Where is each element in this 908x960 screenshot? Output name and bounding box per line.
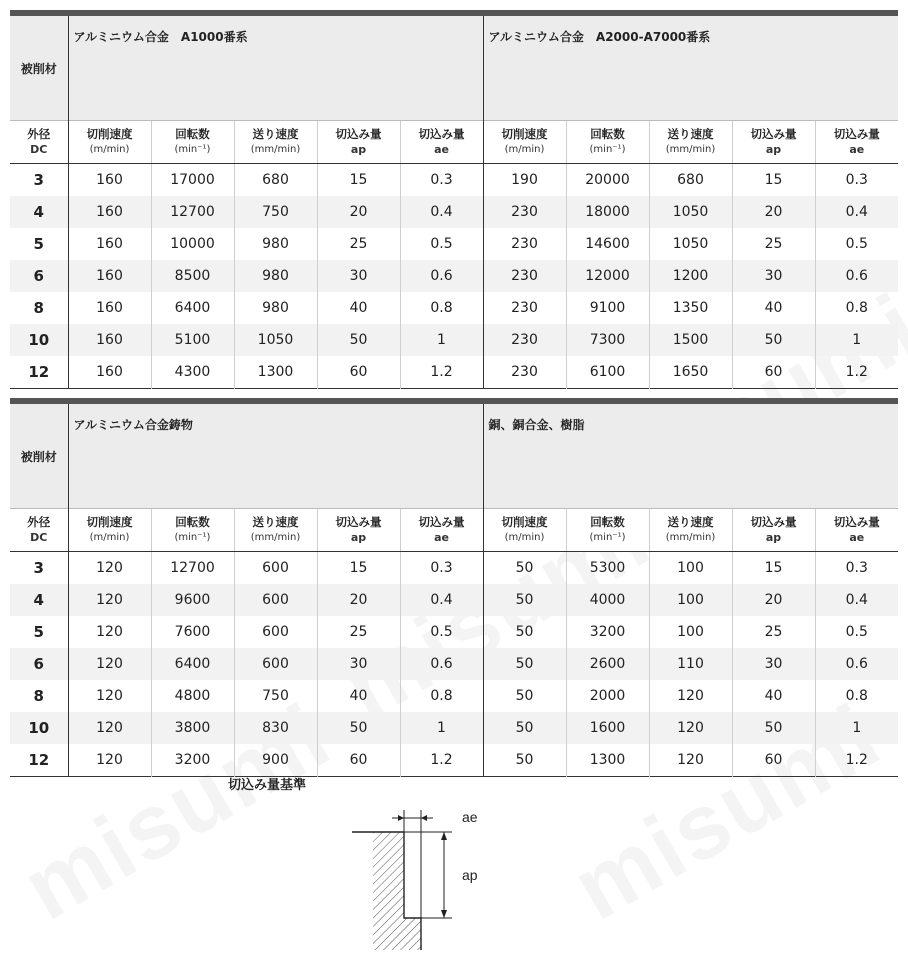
value-cell: 600 [234,552,317,585]
value-cell: 60 [732,356,815,389]
table-row [10,164,898,197]
value-cell: 1.2 [400,744,483,777]
value-cell: 160 [68,292,151,324]
value-cell: 100 [649,552,732,585]
material-label: 被削材 [10,401,68,509]
dc-cell: 4 [10,196,68,228]
value-cell: 14600 [566,228,649,260]
value-cell: 40 [732,292,815,324]
value-cell: 60 [317,356,400,389]
table-row [10,616,898,648]
value-cell: 50 [317,712,400,744]
table-body [10,164,898,389]
value-cell: 680 [234,164,317,197]
table-row [10,744,898,777]
header-cutting-speed: 切削速度 (m/min) [68,509,151,552]
value-cell: 0.5 [815,228,898,260]
value-cell: 20 [317,196,400,228]
value-cell: 110 [649,648,732,680]
depth-of-cut-diagram [340,798,500,958]
dc-cell: 12 [10,356,68,389]
header-depth-ae: 切込み量 ae [400,121,483,164]
header-depth-ap: 切込み量 ap [317,121,400,164]
value-cell: 1.2 [815,744,898,777]
value-cell: 100 [649,616,732,648]
value-cell: 50 [483,744,566,777]
value-cell: 50 [732,712,815,744]
value-cell: 20 [732,584,815,616]
table-row [10,196,898,228]
value-cell: 2000 [566,680,649,712]
value-cell: 12700 [151,552,234,585]
cutting-conditions-table-2 [10,398,898,777]
value-cell: 17000 [151,164,234,197]
value-cell: 50 [483,712,566,744]
header-rpm: 回転数 (min⁻¹) [151,121,234,164]
dc-cell: 10 [10,324,68,356]
value-cell: 3200 [566,616,649,648]
value-cell: 1.2 [815,356,898,389]
value-cell: 0.5 [815,616,898,648]
value-cell: 230 [483,260,566,292]
value-cell: 1 [815,324,898,356]
header-depth-ae: 切込み量 ae [815,121,898,164]
value-cell: 9600 [151,584,234,616]
value-cell: 980 [234,292,317,324]
value-cell: 0.4 [400,196,483,228]
dc-cell: 8 [10,680,68,712]
value-cell: 230 [483,228,566,260]
value-cell: 600 [234,584,317,616]
value-cell: 5300 [566,552,649,585]
value-cell: 900 [234,744,317,777]
value-cell: 1050 [649,196,732,228]
value-cell: 1 [400,712,483,744]
header-dc: 外径 DC [10,509,68,552]
dc-cell: 3 [10,164,68,197]
value-cell: 50 [732,324,815,356]
value-cell: 1.2 [400,356,483,389]
value-cell: 120 [68,712,151,744]
value-cell: 25 [732,228,815,260]
value-cell: 12700 [151,196,234,228]
value-cell: 0.8 [815,680,898,712]
value-cell: 50 [317,324,400,356]
value-cell: 6400 [151,292,234,324]
value-cell: 0.3 [400,164,483,197]
value-cell: 12000 [566,260,649,292]
value-cell: 0.5 [400,616,483,648]
value-cell: 30 [732,260,815,292]
material-name-right: 銅、銅合金、樹脂 [483,401,898,509]
value-cell: 7300 [566,324,649,356]
value-cell: 160 [68,260,151,292]
header-feed-rate: 送り速度 (mm/min) [234,121,317,164]
material-name-right: アルミニウム合金 A2000-A7000番系 [483,13,898,121]
ap-label: ap [462,867,478,883]
value-cell: 2600 [566,648,649,680]
value-cell: 25 [317,616,400,648]
value-cell: 30 [317,648,400,680]
value-cell: 20 [317,584,400,616]
value-cell: 750 [234,196,317,228]
value-cell: 600 [234,648,317,680]
value-cell: 15 [732,164,815,197]
value-cell: 120 [68,680,151,712]
dc-cell: 5 [10,228,68,260]
material-name-left: アルミニウム合金 A1000番系 [68,13,483,121]
value-cell: 190 [483,164,566,197]
value-cell: 1350 [649,292,732,324]
value-cell: 600 [234,616,317,648]
value-cell: 0.8 [400,292,483,324]
header-cutting-speed: 切削速度 (m/min) [68,121,151,164]
table-row [10,228,898,260]
value-cell: 9100 [566,292,649,324]
value-cell: 60 [317,744,400,777]
value-cell: 25 [317,228,400,260]
dc-cell: 10 [10,712,68,744]
value-cell: 50 [483,584,566,616]
value-cell: 0.4 [400,584,483,616]
value-cell: 230 [483,356,566,389]
value-cell: 120 [68,584,151,616]
value-cell: 3200 [151,744,234,777]
value-cell: 3800 [151,712,234,744]
dc-cell: 8 [10,292,68,324]
value-cell: 1650 [649,356,732,389]
value-cell: 1 [400,324,483,356]
header-depth-ae: 切込み量 ae [400,509,483,552]
header-depth-ae: 切込み量 ae [815,509,898,552]
value-cell: 8500 [151,260,234,292]
value-cell: 1050 [649,228,732,260]
value-cell: 7600 [151,616,234,648]
value-cell: 15 [317,164,400,197]
value-cell: 40 [317,680,400,712]
header-dc: 外径 DC [10,121,68,164]
value-cell: 20000 [566,164,649,197]
table-row [10,324,898,356]
value-cell: 4800 [151,680,234,712]
value-cell: 0.3 [815,164,898,197]
workpiece-hatching [373,832,421,950]
value-cell: 40 [317,292,400,324]
header-depth-ap: 切込み量 ap [317,509,400,552]
value-cell: 980 [234,260,317,292]
value-cell: 60 [732,744,815,777]
header-feed-rate: 送り速度 (mm/min) [649,121,732,164]
value-cell: 0.8 [400,680,483,712]
value-cell: 1 [815,712,898,744]
dc-cell: 3 [10,552,68,585]
value-cell: 680 [649,164,732,197]
value-cell: 830 [234,712,317,744]
value-cell: 0.6 [400,260,483,292]
value-cell: 120 [649,712,732,744]
header-row [10,121,898,164]
value-cell: 0.8 [815,292,898,324]
value-cell: 0.3 [400,552,483,585]
value-cell: 120 [649,744,732,777]
value-cell: 5100 [151,324,234,356]
value-cell: 750 [234,680,317,712]
dc-cell: 6 [10,648,68,680]
dc-cell: 4 [10,584,68,616]
ae-label: ae [462,809,478,825]
header-feed-rate: 送り速度 (mm/min) [649,509,732,552]
value-cell: 230 [483,196,566,228]
value-cell: 160 [68,356,151,389]
value-cell: 18000 [566,196,649,228]
value-cell: 0.6 [815,260,898,292]
header-feed-rate: 送り速度 (mm/min) [234,509,317,552]
value-cell: 50 [483,648,566,680]
value-cell: 50 [483,552,566,585]
value-cell: 120 [68,616,151,648]
value-cell: 4000 [566,584,649,616]
value-cell: 1200 [649,260,732,292]
dc-cell: 6 [10,260,68,292]
material-label: 被削材 [10,13,68,121]
value-cell: 4300 [151,356,234,389]
value-cell: 25 [732,616,815,648]
value-cell: 6400 [151,648,234,680]
header-row [10,509,898,552]
value-cell: 160 [68,196,151,228]
value-cell: 120 [68,552,151,585]
value-cell: 0.4 [815,584,898,616]
value-cell: 50 [483,680,566,712]
material-row [10,13,898,121]
value-cell: 1300 [566,744,649,777]
value-cell: 20 [732,196,815,228]
table-row [10,680,898,712]
value-cell: 0.3 [815,552,898,585]
material-row [10,401,898,509]
diagram-title: 切込み量基準 [228,778,307,793]
table-row [10,356,898,389]
value-cell: 50 [483,616,566,648]
table-row [10,260,898,292]
table-row [10,584,898,616]
value-cell: 40 [732,680,815,712]
table-row [10,552,898,585]
value-cell: 1500 [649,324,732,356]
header-rpm: 回転数 (min⁻¹) [566,509,649,552]
value-cell: 230 [483,324,566,356]
header-cutting-speed: 切削速度 (m/min) [483,509,566,552]
header-depth-ap: 切込み量 ap [732,121,815,164]
header-rpm: 回転数 (min⁻¹) [566,121,649,164]
value-cell: 30 [732,648,815,680]
header-rpm: 回転数 (min⁻¹) [151,509,234,552]
table-row [10,292,898,324]
value-cell: 120 [649,680,732,712]
value-cell: 160 [68,324,151,356]
value-cell: 10000 [151,228,234,260]
cutting-conditions-table-1 [10,10,898,389]
table-row [10,712,898,744]
value-cell: 980 [234,228,317,260]
value-cell: 0.6 [815,648,898,680]
value-cell: 1300 [234,356,317,389]
value-cell: 0.4 [815,196,898,228]
dc-cell: 12 [10,744,68,777]
value-cell: 120 [68,648,151,680]
header-depth-ap: 切込み量 ap [732,509,815,552]
value-cell: 0.6 [400,648,483,680]
value-cell: 1600 [566,712,649,744]
value-cell: 0.5 [400,228,483,260]
value-cell: 100 [649,584,732,616]
table-row [10,648,898,680]
value-cell: 160 [68,164,151,197]
material-name-left: アルミニウム合金鋳物 [68,401,483,509]
value-cell: 160 [68,228,151,260]
value-cell: 6100 [566,356,649,389]
value-cell: 15 [317,552,400,585]
header-cutting-speed: 切削速度 (m/min) [483,121,566,164]
dc-cell: 5 [10,616,68,648]
value-cell: 230 [483,292,566,324]
value-cell: 120 [68,744,151,777]
value-cell: 30 [317,260,400,292]
table-body [10,552,898,777]
value-cell: 1050 [234,324,317,356]
value-cell: 15 [732,552,815,585]
